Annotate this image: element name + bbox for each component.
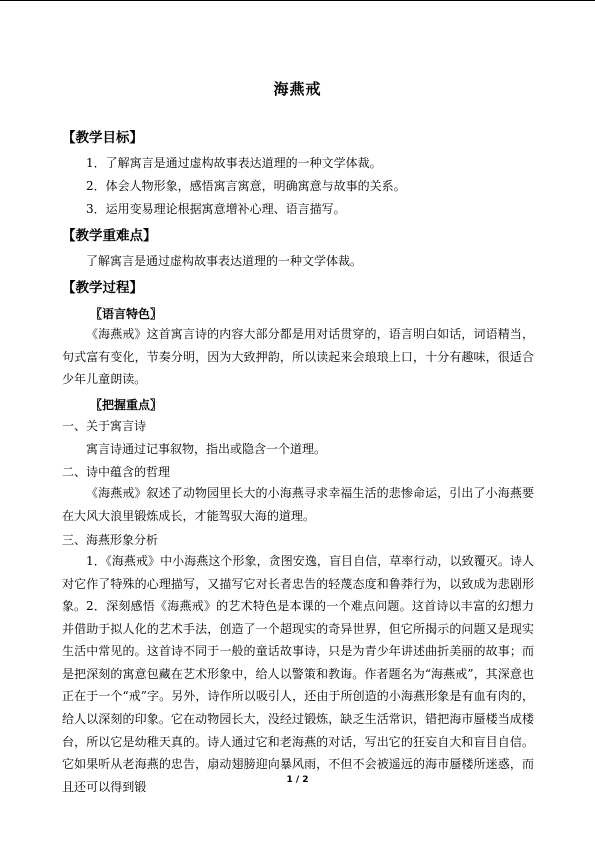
objective-item-1: 1．了解寓言是通过虚构故事表达道理的一种文学体裁。: [86, 156, 382, 170]
page-number: 1 / 2: [286, 775, 309, 785]
part2-heading: 二、诗中蕴含的哲理: [62, 465, 171, 479]
part1-text: 寓言诗通过记事叙物，指出或隐含一个道理。: [86, 442, 327, 456]
language-features-text: 《海燕戒》这首寓言诗的内容大部分都是用对话贯穿的，语言明白如话，词语精当，句式富有变化，节奏分明，因为大致押韵，所以读起来会琅琅上口，十分有趣味，很适合少年儿童朗读。: [62, 327, 534, 387]
objectives-heading: 【教学目标】: [62, 130, 143, 146]
process-heading: 【教学过程】: [62, 280, 143, 296]
part3-paragraph-2: 2．深刻感悟《海燕戒》的艺术特色是本课的一个难点问题。这首诗以丰富的幻想力并借助于拟人化的艺术手法，创造了一个超现实的奇异世界，但它所揭示的问题又是现实生活中常见的。这首诗不同于一般的童话故事诗，只是为青少年讲述曲折美丽的故事；而是把深刻的寓意包藏在艺术形象中，给人以警策和教诲。作者题名为“海燕戒”，其深意也正在于一个“戒”字。另外，诗作所以吸引人，还由于所创造的小海燕形象是有血有肉的，给人以深刻的印象。它在动物园长大，没经过锻炼，缺乏生活常识，错把海市蜃楼当成楼台，所以它是幼稚天真的。诗人通过它和老海燕的对话，写出它的狂妄自大和盲目自信。它如果听从老海燕的忠告，扇动翅膀迎向暴风雨，不但不会被遥远的海市蜃楼所迷惑，而且还可以得到锻: [62, 599, 534, 794]
part1-heading: 一、关于寓言诗: [62, 419, 147, 433]
objective-item-3: 3．运用变易理论根据寓意增补心理、语言描写。: [86, 202, 346, 216]
language-features-heading: 〖语言特色〗: [90, 307, 163, 321]
part2-text: 《海燕戒》叙述了动物园里长大的小海燕寻求幸福生活的悲惨命运，引出了小海燕要在大风大浪里锻炼成长，才能驾驭大海的道理。: [62, 486, 534, 523]
part3-paragraph-1: 1．《海燕戒》中小海燕这个形象，贪图安逸，盲目自信，草率行动，以致覆灭。诗人对它作了特殊的心理描写，又描写它对长者忠告的轻蔑态度和鲁莽行为，以致成为悲剧形象。: [62, 554, 534, 614]
part3-heading: 三、海燕形象分析: [62, 533, 159, 547]
document-title: 海燕戒: [273, 80, 322, 98]
focus-heading: 〖把握重点〗: [90, 398, 163, 412]
key-points-heading: 【教学重难点】: [62, 228, 157, 244]
key-points-text: 了解寓言是通过虚构故事表达道理的一种文学体裁。: [86, 254, 363, 268]
objective-item-2: 2．体会人物形象，感悟寓言寓意，明确寓意与故事的关系。: [86, 179, 406, 193]
